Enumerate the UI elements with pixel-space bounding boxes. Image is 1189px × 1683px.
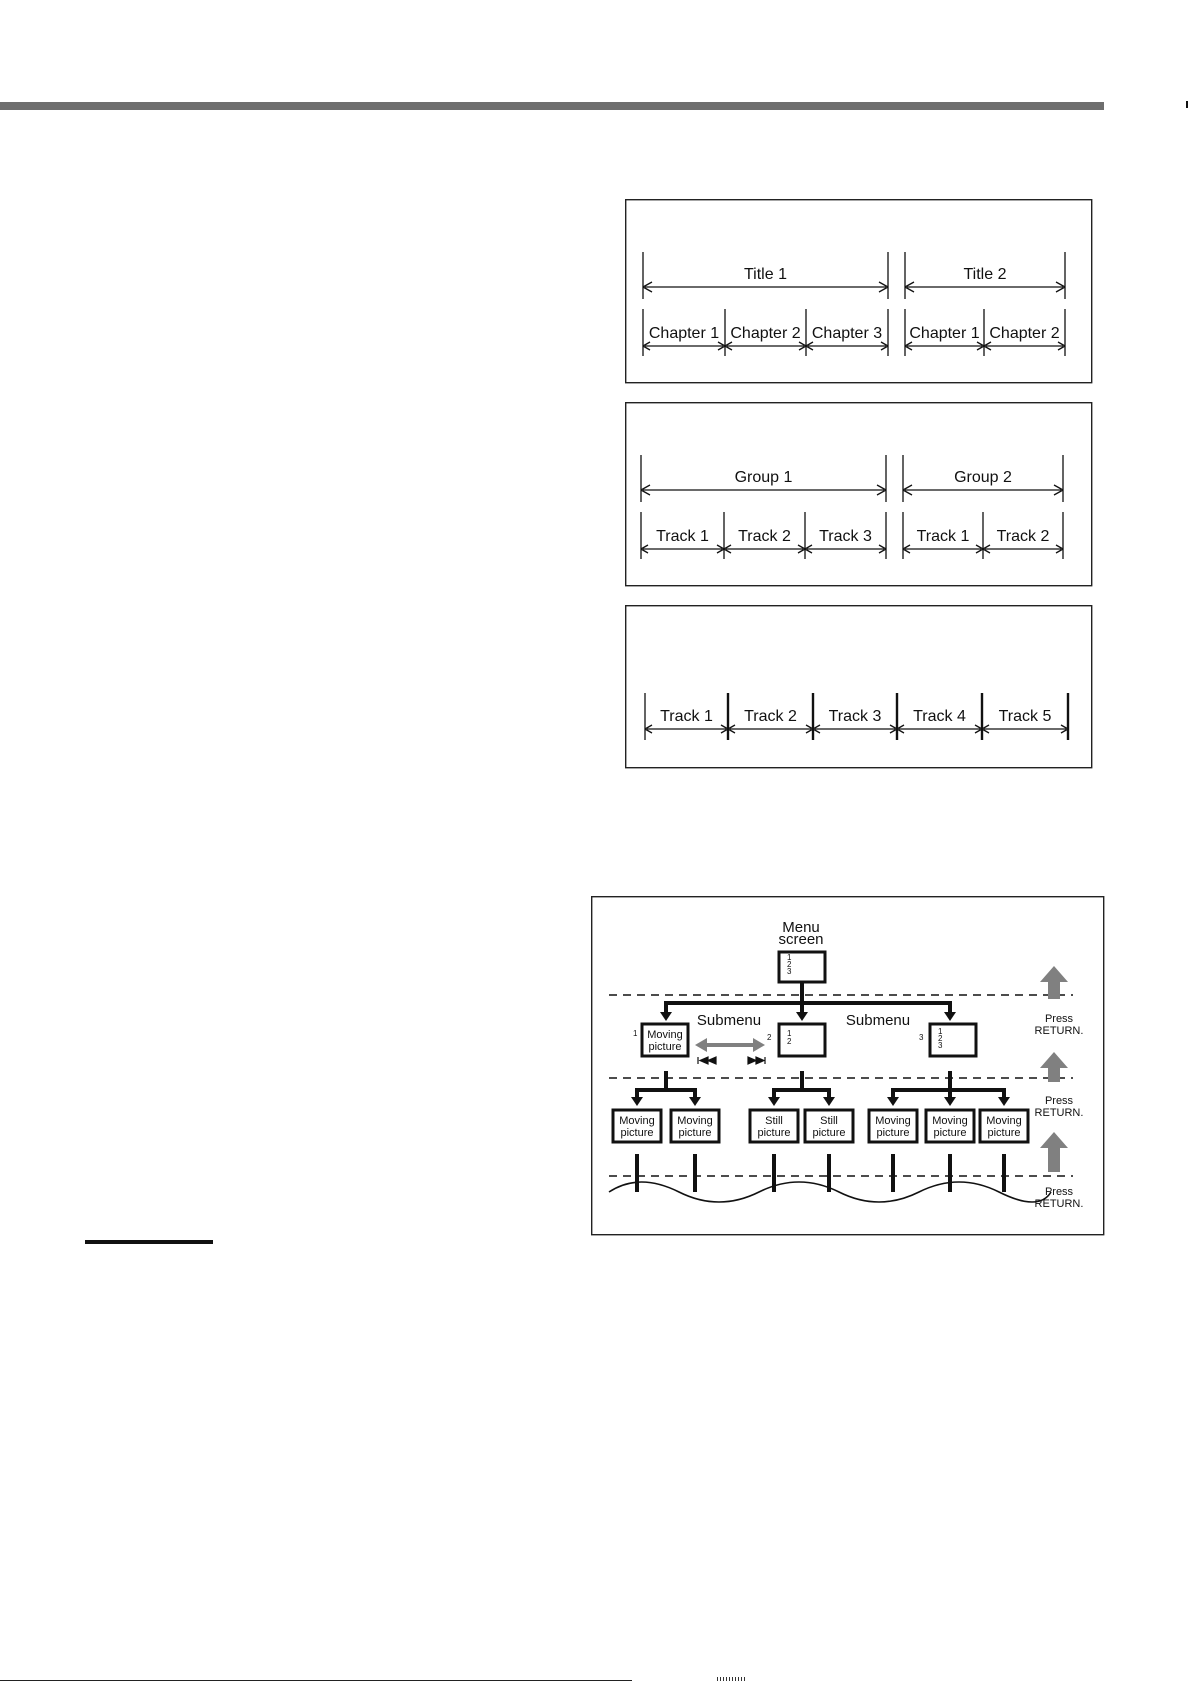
chapter-label: Chapter 2 bbox=[730, 325, 801, 342]
submenu-label-right: Submenu bbox=[845, 1012, 911, 1029]
node-index: 1 bbox=[633, 1029, 638, 1038]
menu-screen-item: 1 bbox=[787, 953, 792, 962]
cd-track-label-5: Track 5 bbox=[998, 708, 1052, 725]
leaf-label: Moving picture bbox=[986, 1115, 1022, 1139]
chapter-label: Chapter 3 bbox=[811, 325, 883, 342]
menu-structure-diagram bbox=[591, 896, 1105, 1236]
leaf-label: Moving picture bbox=[932, 1115, 968, 1139]
submenu-item: 2 bbox=[938, 1034, 943, 1043]
group-label-2: Group 2 bbox=[954, 469, 1012, 486]
submenu-item: 1 bbox=[938, 1027, 943, 1036]
cd-track-label-4: Track 4 bbox=[913, 708, 966, 725]
leaf-label: Moving picture bbox=[875, 1115, 911, 1139]
moving-picture-label: Moving picture bbox=[647, 1029, 683, 1053]
bottom-rule bbox=[0, 1680, 632, 1681]
node-index: 2 bbox=[767, 1033, 772, 1042]
track-label: Track 2 bbox=[738, 528, 791, 545]
chapter-label: Chapter 2 bbox=[989, 325, 1060, 342]
press-return-label-1: Press RETURN. bbox=[1034, 1013, 1084, 1037]
track-label: Track 2 bbox=[996, 528, 1050, 545]
leaf-label: Still picture bbox=[812, 1115, 846, 1139]
top-rule bbox=[0, 102, 1104, 110]
submenu-label-left: Submenu bbox=[696, 1012, 762, 1029]
track-label: Track 1 bbox=[656, 528, 709, 545]
track-label: Track 1 bbox=[916, 528, 970, 545]
dvd-structure-diagram bbox=[625, 199, 1093, 384]
audio-structure-diagram bbox=[625, 402, 1093, 587]
leaf-label: Moving picture bbox=[619, 1115, 655, 1139]
section-rule bbox=[85, 1240, 213, 1244]
submenu-item: 1 bbox=[787, 1029, 792, 1038]
press-return-label-3: Press RETURN. bbox=[1034, 1186, 1084, 1210]
chapter-label: Chapter 1 bbox=[909, 325, 980, 342]
title-label-1: Title 1 bbox=[744, 266, 787, 283]
node-index: 3 bbox=[919, 1033, 924, 1042]
title-label-2: Title 2 bbox=[963, 266, 1007, 283]
menu-screen-item: 3 bbox=[787, 967, 792, 976]
track-label: Track 3 bbox=[819, 528, 872, 545]
group-label-1: Group 1 bbox=[734, 469, 793, 486]
menu-screen-label: Menu screen bbox=[778, 919, 824, 948]
top-tick-mark bbox=[1186, 101, 1188, 108]
bottom-marks bbox=[717, 1677, 747, 1681]
menu-screen-box bbox=[779, 952, 825, 982]
leaf-label: Moving picture bbox=[677, 1115, 713, 1139]
submenu-item: 2 bbox=[787, 1037, 792, 1046]
leaf-label: Still picture bbox=[757, 1115, 791, 1139]
menu-screen-item: 2 bbox=[787, 960, 792, 969]
cd-track-label-2: Track 2 bbox=[744, 708, 797, 725]
submenu-item: 3 bbox=[938, 1041, 943, 1050]
chapter-label: Chapter 1 bbox=[648, 325, 720, 342]
cd-structure-diagram bbox=[625, 605, 1093, 769]
submenu-box-right bbox=[930, 1024, 976, 1056]
cd-track-label-3: Track 3 bbox=[828, 708, 882, 725]
press-return-label-2: Press RETURN. bbox=[1034, 1095, 1084, 1119]
submenu-box-middle bbox=[779, 1024, 825, 1056]
cd-track-label-1: Track 1 bbox=[660, 708, 713, 725]
